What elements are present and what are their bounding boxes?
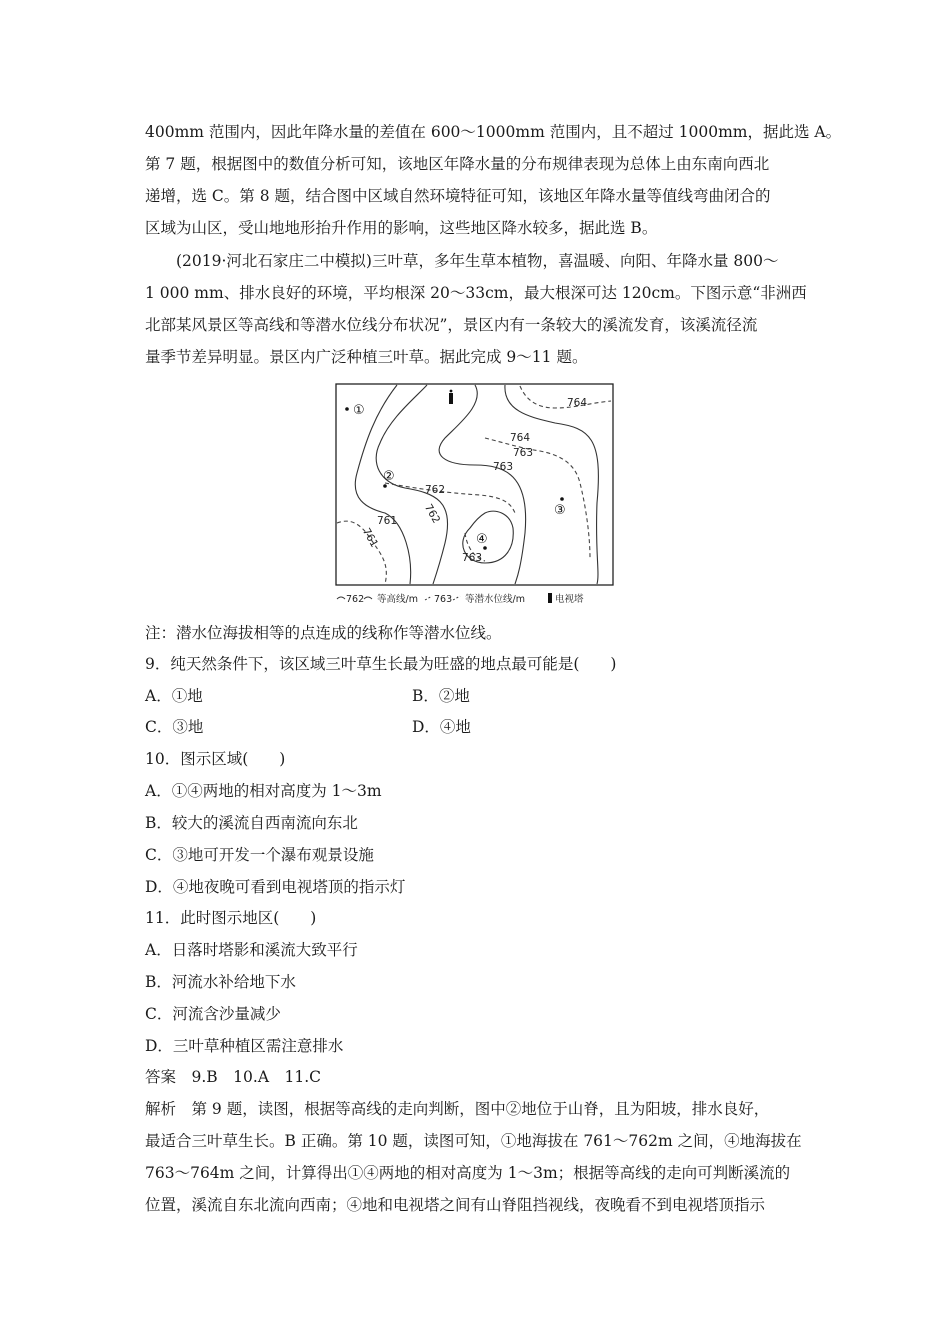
point-1-label: ①	[353, 403, 365, 418]
question-text: 9．纯天然条件下，该区域三叶草生长最为旺盛的地点最可能是( )	[145, 655, 617, 673]
analysis-line: 最适合三叶草生长。B 正确。第 10 题，读图可知，①地海拔在 761～762m 之间，④地海拔在	[145, 1132, 802, 1150]
question-9-stem	[145, 648, 813, 680]
option-d: D．三叶草种植区需注意排水	[145, 1037, 344, 1055]
option-b: B．河流水补给地下水	[145, 973, 296, 991]
point-3-marker	[560, 497, 564, 501]
water-table-line	[520, 386, 611, 408]
option-c: C．③地可开发一个瀑布观景设施	[145, 846, 374, 864]
map-legend	[337, 593, 584, 605]
point-2-marker	[383, 484, 387, 488]
analysis-line: 位置，溪流自东北流向西南；④地和电视塔之间有山脊阻挡视线，夜晚看不到电视塔顶指示	[145, 1196, 766, 1214]
legend-tower-icon	[548, 593, 552, 603]
analysis-line: 763～764m 之间，计算得出①④两地的相对高度为 1～3m；根据等高线的走向可判断溪流的	[145, 1164, 791, 1182]
contour-label: 764	[567, 397, 588, 409]
passage-line: 1 000 mm、排水良好的环境，平均根深 20～33cm，最大根深可达 120cm。下图示意“非洲西	[145, 284, 807, 302]
answer-text: 答案 9.B 10.A 11.C	[145, 1068, 322, 1086]
point-1-marker	[345, 407, 349, 411]
question-9-options-row-2	[145, 711, 813, 743]
analysis-paragraph	[145, 1093, 813, 1221]
option-b: B．较大的溪流自西南流向东北	[145, 814, 358, 832]
legend-contour-sample: 762	[346, 594, 365, 605]
passage-line: (2019·河北石家庄二中模拟)三叶草，多年生草本植物，喜温暖、向阳、年降水量 800～	[176, 252, 779, 270]
contour-label: 761	[377, 515, 398, 527]
analysis-line: 解析 第 9 题，读图，根据等高线的走向判断，图中②地位于山脊，且为阳坡，排水良好，	[145, 1100, 770, 1118]
intro-line: 区域为山区，受山地地形抬升作用的影响，这些地区降水较多，据此选 B。	[145, 219, 658, 237]
contour-label: 761	[359, 526, 381, 550]
intro-line: 递增，选 C。第 8 题，结合图中区域自然环境特征可知，该地区年降水量等值线弯曲闭合的	[145, 187, 771, 205]
note-text: 注：潜水位海拔相等的点连成的线称作等潜水位线。	[145, 624, 502, 642]
point-3-label: ③	[554, 503, 566, 518]
water-table-line	[485, 438, 590, 558]
contour-label: 763	[462, 552, 483, 564]
tv-tower-icon	[449, 390, 453, 404]
option-b: B．②地	[412, 687, 470, 705]
question-11	[145, 902, 813, 1062]
option-c: C．③地	[145, 718, 204, 736]
contour-map-figure	[335, 383, 617, 607]
contour-label: 762	[421, 502, 443, 526]
legend-contour-text: 等高线/m	[377, 594, 418, 605]
contour-map	[335, 383, 617, 607]
passage-paragraph	[145, 245, 813, 373]
legend-tower-text: 电视塔	[555, 594, 584, 605]
question-text: 10．图示区域( )	[145, 750, 286, 768]
contour-line	[439, 385, 526, 584]
question-10	[145, 743, 813, 903]
option-d: D．④地	[412, 718, 471, 736]
option-a: A．①④两地的相对高度为 1～3m	[145, 782, 382, 800]
legend-water-text: 等潜水位线/m	[465, 594, 525, 605]
option-d: D．④地夜晚可看到电视塔顶的指示灯	[145, 878, 406, 896]
contour-label: 764	[510, 432, 531, 444]
intro-line: 第 7 题，根据图中的数值分析可知，该地区年降水量的分布规律表现为总体上由东南向西北	[145, 155, 770, 173]
contour-label: 763	[513, 447, 534, 459]
contour-label: 763	[493, 461, 514, 473]
option-c: C．河流含沙量减少	[145, 1005, 281, 1023]
map-note	[145, 617, 813, 649]
question-9-options-row-1	[145, 680, 813, 712]
point-2-label: ②	[383, 469, 395, 484]
question-text: 11．此时图示地区( )	[145, 909, 317, 927]
passage-line: 量季节差异明显。景区内广泛种植三叶草。据此完成 9～11 题。	[145, 348, 588, 366]
contour-label: 762	[425, 484, 446, 496]
intro-line: 400mm 范围内，因此年降水量的差值在 600～1000mm 范围内，且不超过 1000mm，据此选 A。	[145, 123, 842, 141]
option-a: A．①地	[145, 687, 203, 705]
answer-line	[145, 1061, 813, 1093]
point-4-label: ④	[476, 532, 488, 547]
legend-water-sample: 763	[434, 594, 453, 605]
passage-line: 北部某风景区等高线和等潜水位线分布状况”，景区内有一条较大的溪流发育，该溪流径流	[145, 316, 758, 334]
option-a: A．日落时塔影和溪流大致平行	[145, 941, 358, 959]
intro-paragraph	[145, 116, 842, 244]
